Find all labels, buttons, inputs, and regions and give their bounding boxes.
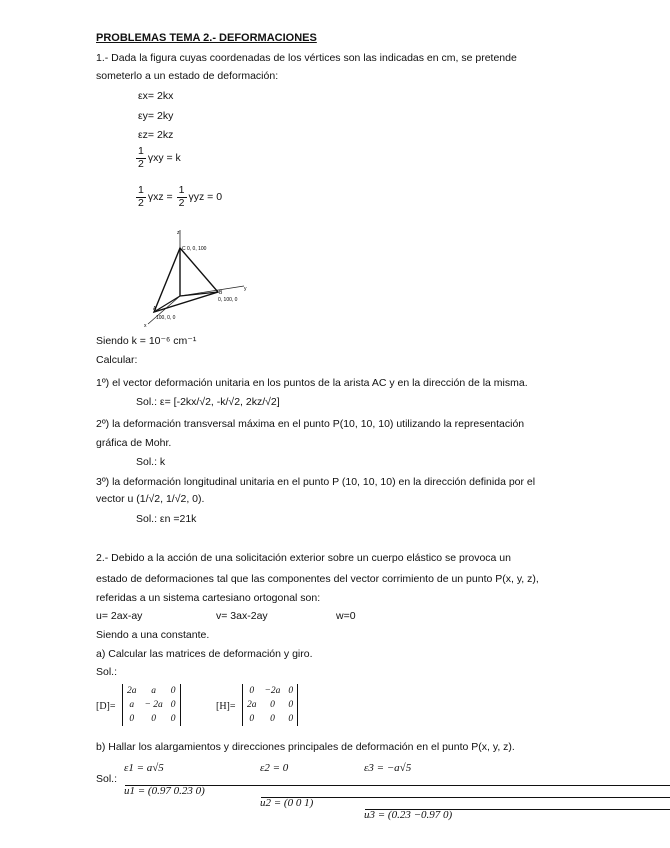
matrix-cell: 0 [129,714,135,724]
gamma-xz: γxz = [147,191,173,204]
label-x: x [144,323,147,329]
matrix-cell: a [151,686,157,696]
frac-den: 2 [138,157,144,170]
frac-num: 1 [178,184,185,196]
matrix-cell: a [129,700,135,710]
k-definition: Siendo k = 10⁻⁶ cm⁻¹ [96,335,197,347]
matrix-d [122,684,181,726]
question-3-line1: 3º) la deformación longitudinal unitaria en el punto P (10, 10, 10) en la dirección definida por el [96,476,536,488]
calcular-heading: Calcular: [96,354,138,366]
question-2-line1: 2º) la deformación transversal máxima en el punto P(10, 10, 10) utilizando la representación [96,418,525,430]
strain-ex: εx= 2kx [138,90,174,102]
matrix-cell: 0 [270,700,275,710]
principal-strain-1: ε1 = a√5 [124,762,164,774]
question-3-line2: vector u (1/√2, 1/√2, 0). [96,493,205,505]
matrix-h-label: [H]= [216,701,236,712]
matrix-cell: −2a [264,686,281,696]
strain-ez: εz= 2kz [138,129,174,141]
gamma-yz: γyz = 0 [188,191,223,204]
label-z: z [177,230,180,236]
displacement-v: v= 3ax-2ay [216,610,268,622]
matrix-cell: 0 [170,686,176,696]
label-b: B [219,290,223,296]
label-a-coords: 100, 0, 0 [156,315,176,321]
matrix-cell: 0 [288,700,294,710]
frac-num: 1 [138,145,144,157]
matrix-cell: 0 [288,686,294,696]
frac-den: 2 [138,196,144,209]
matrix-cell: 2a [127,686,137,696]
matrix-cell: 0 [249,714,255,724]
question-a: a) Calcular las matrices de deformación y giro. [96,648,313,660]
principal-direction-3: u3 = (0.23 −0.97 0) [364,809,670,821]
label-y: y [244,286,247,292]
question-2-line2: gráfica de Mohr. [96,437,172,449]
gamma-xy: γxy = k [147,152,181,165]
principal-strain-3: ε3 = −a√5 [364,762,412,774]
p2-intro-line2: estado de deformaciones tal que las componentes del vector corrimiento de un punto P(x, y, z), [96,573,539,585]
matrix-h-table [242,684,298,726]
displacement-w: w=0 [336,610,356,622]
matrix-d-label: [D]= [96,701,116,712]
matrix-cell: 0 [170,714,176,724]
p1-intro-line2: someterlo a un estado de deformación: [96,70,279,82]
page-title: PROBLEMAS TEMA 2.- DEFORMACIONES [96,32,317,44]
p1-intro-line1: 1.- Dada la figura cuyas coordenadas de los vértices son las indicadas en cm, se pretende [96,52,517,64]
label-b-coords: 0, 100, 0 [218,297,238,303]
principal-strain-2: ε2 = 0 [260,762,289,774]
principal-direction-2: u2 = (0 0 1) [260,797,670,809]
principal-direction-1: u1 = (0.97 0.23 0) [124,785,670,797]
question-1: 1º) el vector deformación unitaria en los puntos de la arista AC y en la dirección de la misma. [96,377,528,389]
question-b: b) Hallar los alargamientos y direcciones principales de deformación en el punto P(x, y, z). [96,741,515,753]
matrix-cell: 0 [151,714,157,724]
matrix-cell: 0 [288,714,294,724]
constant-note: Siendo a una constante. [96,629,210,641]
matrix-h [242,684,298,726]
matrix-cell: − 2a [144,700,163,710]
matrix-cell: 2a [247,700,257,710]
solution-a-label: Sol.: [96,666,118,678]
matrix-cell: 0 [249,686,255,696]
solution-2: Sol.: k [136,456,166,468]
label-c: C 0, 0, 100 [182,246,207,252]
gamma-xy-eq [136,146,181,170]
solution-1: Sol.: ε= [-2kx/√2, -k/√2, 2kz/√2] [136,396,280,408]
p2-intro-line3: referidas a un sistema cartesiano ortogonal son: [96,592,321,604]
solution-3: Sol.: εn =21k [136,513,197,525]
matrix-cell: 0 [270,714,275,724]
gamma-xz-yz-eq [136,185,222,209]
displacement-u: u= 2ax-ay [96,610,143,622]
frac-num: 1 [138,184,144,196]
label-a: A [153,306,157,312]
frac-den: 2 [178,196,185,209]
matrix-d-table [122,684,181,726]
solution-b-label: Sol.: [96,773,118,785]
p2-intro-line1: 2.- Debido a la acción de una solicitación exterior sobre un cuerpo elástico se provoca un [96,552,511,564]
strain-ey: εy= 2ky [138,110,174,122]
matrix-cell: 0 [170,700,176,710]
tetrahedron-figure [140,228,250,330]
face-abc [154,248,218,312]
